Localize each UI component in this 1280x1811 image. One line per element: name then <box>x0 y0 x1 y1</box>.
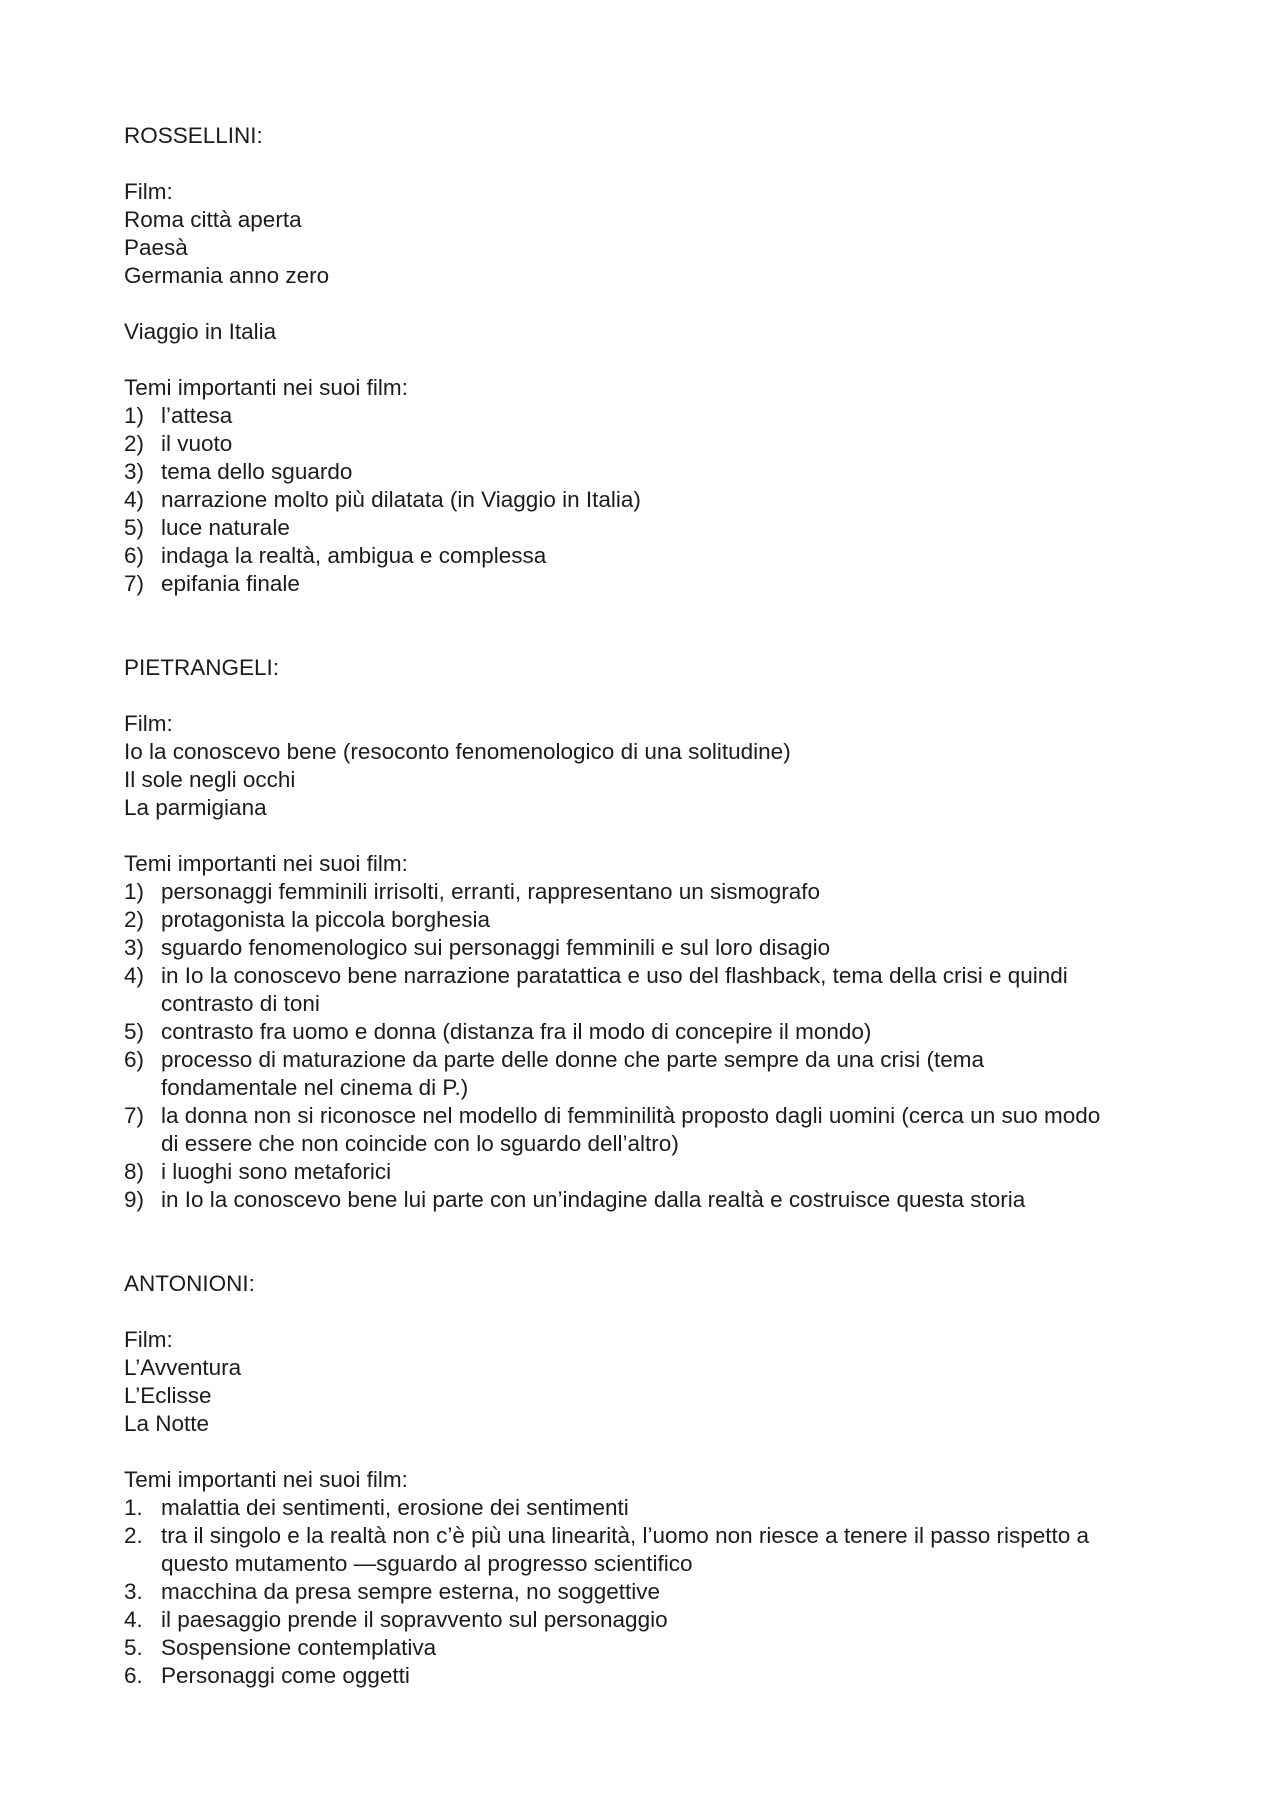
list-number: 6) <box>124 543 145 568</box>
list-number: 8) <box>124 1159 145 1184</box>
themes-list <box>124 1494 1164 1690</box>
list-number: 3) <box>124 459 145 484</box>
list-item <box>124 514 1164 542</box>
list-text: macchina da presa sempre esterna, no soggettive <box>161 1579 661 1604</box>
list-text: tema dello sguardo <box>161 459 353 484</box>
themes-list <box>124 402 1164 598</box>
list-number: 5. <box>124 1635 143 1660</box>
list-item <box>124 1634 1164 1662</box>
film-title: Germania anno zero <box>124 263 330 288</box>
section-heading: ROSSELLINI: <box>124 123 263 148</box>
list-item <box>124 486 1164 514</box>
section-antonioni <box>124 1270 1164 1690</box>
themes-label: Temi importanti nei suoi film: <box>124 851 408 876</box>
film-title: Viaggio in Italia <box>124 319 277 344</box>
list-number: 7) <box>124 1103 145 1128</box>
list-text-continued: questo mutamento —sguardo al progresso scientifico <box>161 1551 693 1576</box>
list-item <box>124 1494 1164 1522</box>
list-text: i luoghi sono metaforici <box>161 1159 392 1184</box>
section-heading: PIETRANGELI: <box>124 655 280 680</box>
list-number: 6) <box>124 1047 145 1072</box>
film-title: Il sole negli occhi <box>124 767 296 792</box>
film-title: La parmigiana <box>124 795 267 820</box>
list-item <box>124 962 1164 1018</box>
list-number: 3) <box>124 935 145 960</box>
list-item <box>124 1578 1164 1606</box>
list-item <box>124 878 1164 906</box>
list-text: Sospensione contemplativa <box>161 1635 437 1660</box>
list-text: epifania finale <box>161 571 300 596</box>
list-item <box>124 458 1164 486</box>
list-item <box>124 1186 1164 1214</box>
list-number: 4) <box>124 963 145 988</box>
list-text-continued: contrasto di toni <box>161 991 320 1016</box>
list-text: tra il singolo e la realtà non c’è più una linearità, l’uomo non riesce a tenere il passo rispetto a <box>161 1523 1090 1548</box>
list-number: 4. <box>124 1607 143 1632</box>
list-text: il vuoto <box>161 431 233 456</box>
list-number: 2. <box>124 1523 143 1548</box>
list-number: 6. <box>124 1663 143 1688</box>
film-title: L’Avventura <box>124 1355 242 1380</box>
list-text: personaggi femminili irrisolti, erranti, rappresentano un sismografo <box>161 879 821 904</box>
themes-label: Temi importanti nei suoi film: <box>124 375 408 400</box>
list-item <box>124 1018 1164 1046</box>
film-title: L’Eclisse <box>124 1383 212 1408</box>
list-number: 1. <box>124 1495 143 1520</box>
list-text-continued: fondamentale nel cinema di P.) <box>161 1075 469 1100</box>
list-number: 7) <box>124 571 145 596</box>
list-item <box>124 570 1164 598</box>
list-number: 3. <box>124 1579 143 1604</box>
films-label: Film: <box>124 1327 173 1352</box>
themes-label: Temi importanti nei suoi film: <box>124 1467 408 1492</box>
list-item <box>124 542 1164 570</box>
list-number: 2) <box>124 431 145 456</box>
list-item <box>124 1522 1164 1578</box>
films-label: Film: <box>124 711 173 736</box>
list-text: sguardo fenomenologico sui personaggi femminili e sul loro disagio <box>161 935 831 960</box>
list-item <box>124 430 1164 458</box>
film-title: Paesà <box>124 235 188 260</box>
list-item <box>124 906 1164 934</box>
film-title: Io la conoscevo bene (resoconto fenomenologico di una solitudine) <box>124 739 791 764</box>
list-text: processo di maturazione da parte delle donne che parte sempre da una crisi (tema <box>161 1047 984 1072</box>
list-item <box>124 1046 1164 1102</box>
list-number: 9) <box>124 1187 145 1212</box>
list-number: 5) <box>124 1019 145 1044</box>
list-text: luce naturale <box>161 515 290 540</box>
list-text: la donna non si riconosce nel modello di femminilità proposto dagli uomini (cerca un suo modo <box>161 1103 1101 1128</box>
list-item <box>124 1158 1164 1186</box>
list-item <box>124 934 1164 962</box>
list-number: 1) <box>124 879 145 904</box>
list-text: Personaggi come oggetti <box>161 1663 410 1688</box>
list-text: contrasto fra uomo e donna (distanza fra il modo di concepire il mondo) <box>161 1019 872 1044</box>
film-title: La Notte <box>124 1411 210 1436</box>
document-page <box>124 122 1164 1690</box>
section-rossellini <box>124 122 1164 598</box>
list-item <box>124 1662 1164 1690</box>
list-number: 5) <box>124 515 145 540</box>
list-number: 4) <box>124 487 145 512</box>
list-text: protagonista la piccola borghesia <box>161 907 490 932</box>
list-item <box>124 402 1164 430</box>
list-text: l’attesa <box>161 403 233 428</box>
list-number: 1) <box>124 403 145 428</box>
list-text: il paesaggio prende il sopravvento sul personaggio <box>161 1607 668 1632</box>
list-text: indaga la realtà, ambigua e complessa <box>161 543 547 568</box>
list-item <box>124 1606 1164 1634</box>
list-text: in Io la conoscevo bene narrazione paratattica e uso del flashback, tema della crisi e quindi <box>161 963 1068 988</box>
list-text-continued: di essere che non coincide con lo sguardo dell’altro) <box>161 1131 679 1156</box>
list-item <box>124 1102 1164 1158</box>
list-text: in Io la conoscevo bene lui parte con un’indagine dalla realtà e costruisce questa storia <box>161 1187 1026 1212</box>
film-title: Roma città aperta <box>124 207 302 232</box>
list-text: narrazione molto più dilatata (in Viaggio in Italia) <box>161 487 641 512</box>
list-number: 2) <box>124 907 145 932</box>
films-label: Film: <box>124 179 173 204</box>
themes-list <box>124 878 1164 1214</box>
section-pietrangeli <box>124 654 1164 1214</box>
section-heading: ANTONIONI: <box>124 1271 255 1296</box>
list-text: malattia dei sentimenti, erosione dei sentimenti <box>161 1495 629 1520</box>
